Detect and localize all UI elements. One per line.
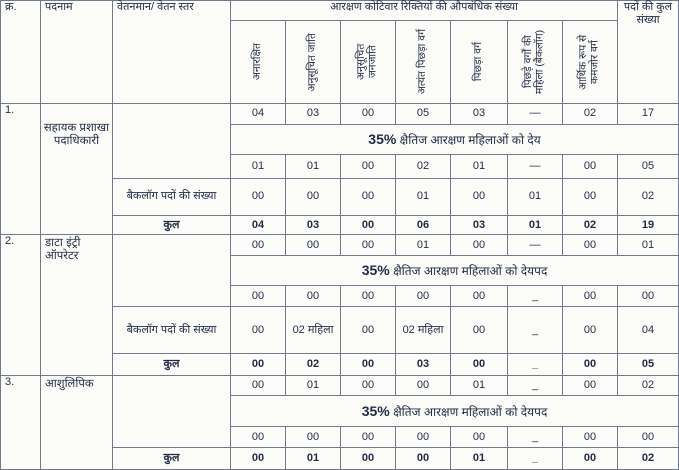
post-serial: 3. <box>1 375 41 469</box>
cell: 00 <box>231 375 286 396</box>
cell: 01 <box>508 178 563 215</box>
total-label: कुल <box>113 448 231 470</box>
cell: 00 <box>231 354 286 376</box>
cell: 01 <box>286 155 341 179</box>
cell: 00 <box>231 426 286 448</box>
cell: 03 <box>396 354 451 376</box>
cell: 00 <box>618 286 679 307</box>
cell: 04 <box>231 104 286 125</box>
cell: 02 महिला <box>286 306 341 353</box>
cell: 00 <box>286 178 341 215</box>
cell: 00 <box>563 178 618 215</box>
cell: _ <box>508 375 563 396</box>
cell: 04 <box>618 306 679 353</box>
cell: 00 <box>396 448 451 470</box>
table-row <box>1 235 679 256</box>
cell: 00 <box>231 286 286 307</box>
cell: 00 <box>451 235 508 256</box>
header-serial: क्र. <box>1 1 41 104</box>
cell: _ <box>508 448 563 470</box>
cell: 00 <box>341 155 396 179</box>
cell: 00 <box>563 426 618 448</box>
table-row <box>1 375 679 396</box>
cell: 00 <box>231 448 286 470</box>
cell: 17 <box>618 104 679 125</box>
cell: 03 <box>286 104 341 125</box>
cell: 00 <box>451 306 508 353</box>
cell: 00 <box>396 426 451 448</box>
backlog-label: बैकलॉग पदों की संख्या <box>113 178 231 215</box>
cell: 00 <box>341 286 396 307</box>
cell: 04 <box>231 215 286 234</box>
cell: 00 <box>563 306 618 353</box>
cell: 00 <box>563 235 618 256</box>
total-label: कुल <box>113 215 231 234</box>
cell: 01 <box>286 375 341 396</box>
cell: 02 <box>396 155 451 179</box>
post-name: आशुलिपिक <box>41 375 113 469</box>
cell: 01 <box>451 448 508 470</box>
cell: 19 <box>618 215 679 234</box>
cell: 00 <box>563 354 618 376</box>
header-category-unreserved: अनारक्षित <box>231 21 286 104</box>
cell: 05 <box>618 155 679 179</box>
cell: 02 <box>563 104 618 125</box>
cell: — <box>508 104 563 125</box>
header-category-sc: अनुसूचित जाति <box>286 21 341 104</box>
header-reservation-title: आरक्षण कोटिवार रिक्तियों की औपबंधिक संख्या <box>231 1 618 21</box>
cell: 02 <box>563 215 618 234</box>
cell: 00 <box>396 375 451 396</box>
cell: 00 <box>341 306 396 353</box>
cell: 00 <box>341 375 396 396</box>
cell: 01 <box>508 215 563 234</box>
cell: 00 <box>563 375 618 396</box>
header-category-ews: आर्थिक रूप से कमजोर वर्ग <box>563 21 618 104</box>
cell: 00 <box>286 426 341 448</box>
cell: — <box>508 155 563 179</box>
cell: 06 <box>396 215 451 234</box>
cell: 00 <box>341 448 396 470</box>
table-row <box>1 104 679 125</box>
cell: 02 <box>618 375 679 396</box>
cell: 00 <box>341 104 396 125</box>
post-name: सहायक प्रशाखा पदाधिकारी <box>41 104 113 235</box>
cell: 03 <box>451 215 508 234</box>
header-post-name: पदनाम <box>41 1 113 104</box>
cell: 00 <box>563 448 618 470</box>
cell: — <box>508 235 563 256</box>
cell: 02 <box>618 448 679 470</box>
cell: 01 <box>286 448 341 470</box>
header-pay-scale: वेतनमान/ वेतन स्तर <box>113 1 231 104</box>
women-reservation-note: 35% क्षैतिज आरक्षण महिलाओं को देयपद <box>231 396 679 427</box>
cell: 05 <box>396 104 451 125</box>
cell: 00 <box>341 215 396 234</box>
cell: _ <box>508 306 563 353</box>
cell: 01 <box>618 235 679 256</box>
cell: 01 <box>396 235 451 256</box>
cell: 02 <box>286 354 341 376</box>
header-category-st: अनुसूचित जनजाति <box>341 21 396 104</box>
cell: 01 <box>396 178 451 215</box>
cell: 00 <box>286 286 341 307</box>
cell: 02 <box>618 178 679 215</box>
cell: 01 <box>451 155 508 179</box>
pay-scale-cell <box>113 235 231 307</box>
post-serial: 2. <box>1 235 41 375</box>
header-category-bc: पिछड़ा वर्ग <box>451 21 508 104</box>
pay-scale-cell <box>113 104 231 179</box>
total-label: कुल <box>113 354 231 376</box>
cell: 01 <box>451 375 508 396</box>
cell: 02 महिला <box>396 306 451 353</box>
cell: 03 <box>286 215 341 234</box>
header-category-ebc: अत्यंत पिछड़ा वर्ग <box>396 21 451 104</box>
cell: 00 <box>341 178 396 215</box>
cell: 00 <box>231 235 286 256</box>
cell: 01 <box>231 155 286 179</box>
women-reservation-note: 35% क्षैतिज आरक्षण महिलाओं को देयपद <box>231 255 679 286</box>
cell: 00 <box>341 426 396 448</box>
cell: _ <box>508 354 563 376</box>
cell: 00 <box>396 286 451 307</box>
cell: 00 <box>451 286 508 307</box>
cell: 00 <box>451 426 508 448</box>
cell: 00 <box>286 235 341 256</box>
post-name: डाटा इंट्री ऑपरेटर <box>41 235 113 375</box>
cell: 00 <box>618 426 679 448</box>
cell: 05 <box>618 354 679 376</box>
cell: _ <box>508 286 563 307</box>
post-serial: 1. <box>1 104 41 235</box>
cell: 00 <box>231 178 286 215</box>
header-category-bc-women: पिछड़े वर्गों की महिला (बैकलॉग) <box>508 21 563 104</box>
cell: 00 <box>451 354 508 376</box>
cell: 00 <box>341 235 396 256</box>
cell: _ <box>508 426 563 448</box>
cell: 03 <box>451 104 508 125</box>
cell: 00 <box>341 354 396 376</box>
cell: 00 <box>451 178 508 215</box>
pay-scale-cell <box>113 375 231 448</box>
cell: 00 <box>563 286 618 307</box>
backlog-label: बैकलॉग पदों की संख्या <box>113 306 231 353</box>
women-reservation-note: 35% क्षैतिज आरक्षण महिलाओं को देय <box>231 124 679 155</box>
cell: 00 <box>231 306 286 353</box>
header-total-posts: पदों की कुल संख्या <box>618 1 679 104</box>
cell: 00 <box>563 155 618 179</box>
